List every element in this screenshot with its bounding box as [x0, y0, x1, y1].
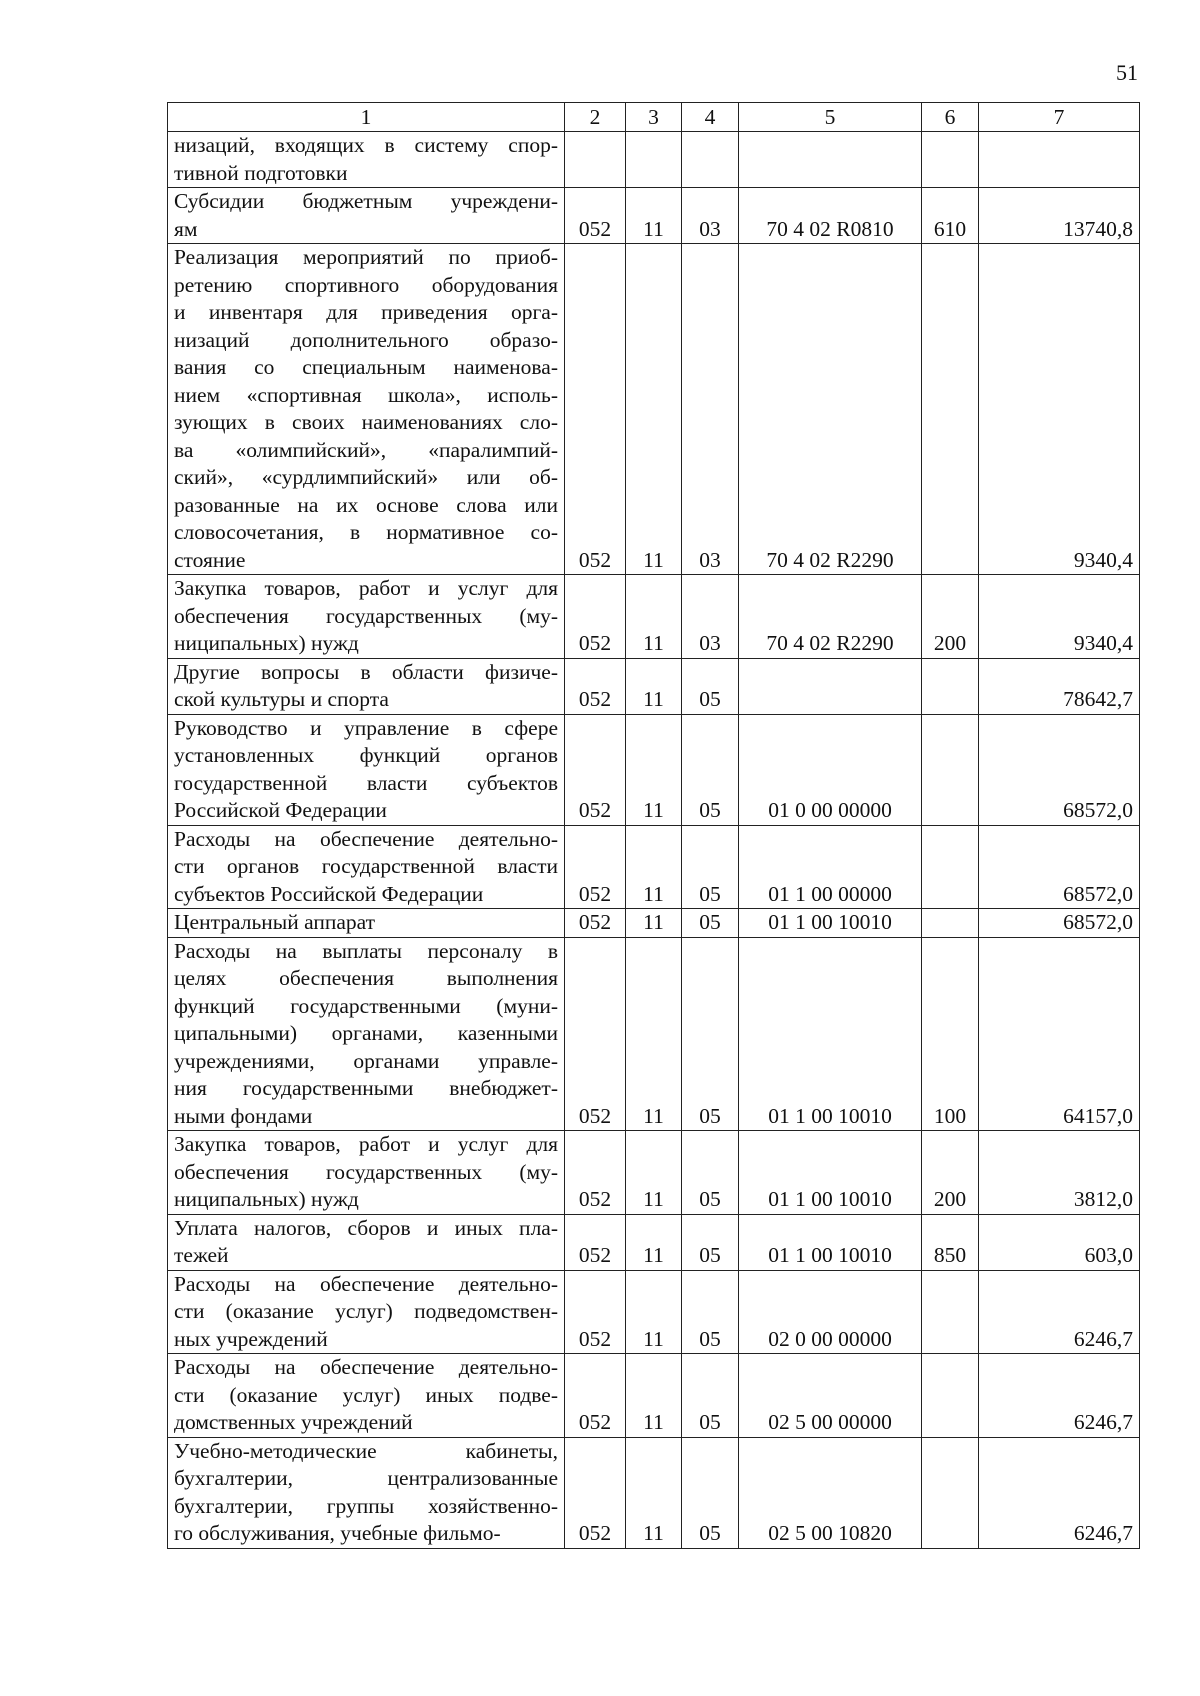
row-name [168, 909, 565, 938]
table-row [168, 1131, 1140, 1215]
target-article-code: 70 4 02 R2290 [739, 575, 922, 659]
row-name [168, 575, 565, 659]
row-name [168, 244, 565, 575]
header-cell: 6 [922, 103, 979, 132]
target-article-code: 70 4 02 R2290 [739, 244, 922, 575]
subsection-code: 03 [682, 575, 739, 659]
admin-code: 052 [565, 1131, 626, 1215]
row-name-line: государственной власти субъектов [174, 770, 558, 795]
table-row [168, 132, 1140, 188]
section-code: 11 [626, 1437, 682, 1548]
row-name-line: целях обеспечения выполнения [174, 966, 558, 990]
subsection-code: 05 [682, 714, 739, 825]
amount: 13740,8 [979, 188, 1140, 244]
row-name-line: бухгалтерии, группы хозяйственно- [174, 1493, 558, 1518]
row-name [168, 1354, 565, 1438]
row-name-line: вания со специальным наименова- [174, 355, 558, 379]
row-name-line: функций государственными (муни- [174, 993, 558, 1018]
row-name [168, 1437, 565, 1548]
row-name-line: ными фондами [174, 1103, 313, 1128]
expense-type-code: 850 [922, 1214, 979, 1270]
subsection-code: 05 [682, 909, 739, 938]
amount: 68572,0 [979, 909, 1140, 938]
row-name-line: обеспечения государственных (му- [174, 603, 558, 628]
row-name-line: зующих в своих наименованиях сло- [174, 410, 558, 434]
budget-table [167, 102, 1140, 1549]
row-name-line: разованные на их основе слова или [174, 492, 558, 517]
section-code: 11 [626, 937, 682, 1131]
row-name-line: Закупка товаров, работ и услуг для [174, 1132, 558, 1156]
row-name [168, 825, 565, 909]
target-article-code: 01 0 00 00000 [739, 714, 922, 825]
expense-type-code [922, 909, 979, 938]
row-name-line: установленных функций органов [174, 743, 558, 767]
table-row [168, 658, 1140, 714]
section-code [626, 132, 682, 188]
row-name-line: словосочетания, в нормативное со- [174, 520, 558, 544]
page-number: 51 [1116, 60, 1138, 85]
admin-code: 052 [565, 1270, 626, 1354]
row-name [168, 658, 565, 714]
admin-code: 052 [565, 714, 626, 825]
section-code: 11 [626, 575, 682, 659]
admin-code: 052 [565, 1437, 626, 1548]
row-name-line: субъектов Российской Федерации [174, 881, 484, 906]
row-name-line: ям [174, 216, 198, 241]
admin-code: 052 [565, 188, 626, 244]
row-name-line: низаций, входящих в систему спор- [174, 133, 558, 157]
row-name-line: нием «спортивная школа», исполь- [174, 382, 558, 407]
row-name [168, 1131, 565, 1215]
row-name-line: тивной подготовки [174, 160, 348, 185]
admin-code: 052 [565, 658, 626, 714]
header-cell: 1 [168, 103, 565, 132]
section-code: 11 [626, 1214, 682, 1270]
header-row [168, 103, 1140, 132]
row-name-line: учреждениями, органами управле- [174, 1048, 558, 1073]
row-name-line: Российской Федерации [174, 798, 387, 822]
row-name-line: сти органов государственной власти [174, 854, 558, 878]
row-name-line: ский», «сурдлимпийский» или об- [174, 465, 558, 489]
header-cell: 2 [565, 103, 626, 132]
row-name-line: Расходы на обеспечение деятельно- [174, 1355, 558, 1379]
row-name-line: Расходы на обеспечение деятельно- [174, 826, 558, 851]
section-code: 11 [626, 658, 682, 714]
row-name-line: ниципальных) нужд [174, 631, 359, 655]
expense-type-code [922, 132, 979, 188]
expense-type-code: 100 [922, 937, 979, 1131]
row-name-line: ретению спортивного оборудования [174, 272, 558, 297]
row-name-line: ципальными) органами, казенными [174, 1021, 558, 1045]
target-article-code: 01 1 00 10010 [739, 909, 922, 938]
target-article-code [739, 132, 922, 188]
amount [979, 132, 1140, 188]
section-code: 11 [626, 1270, 682, 1354]
subsection-code: 05 [682, 1437, 739, 1548]
subsection-code: 05 [682, 825, 739, 909]
expense-type-code: 200 [922, 1131, 979, 1215]
row-name-line: Реализация мероприятий по приоб- [174, 245, 558, 269]
row-name [168, 937, 565, 1131]
table-row [168, 825, 1140, 909]
expense-type-code [922, 1270, 979, 1354]
row-name-line: ния государственными внебюджет- [174, 1076, 558, 1100]
target-article-code: 01 1 00 10010 [739, 1131, 922, 1215]
row-name-line: тежей [174, 1243, 229, 1267]
table-row [168, 714, 1140, 825]
row-name-line: Руководство и управление в сфере [174, 715, 558, 740]
target-article-code: 02 5 00 10820 [739, 1437, 922, 1548]
subsection-code: 05 [682, 1214, 739, 1270]
row-name-line: сти (оказание услуг) подведомствен- [174, 1299, 558, 1323]
row-name-line: Учебно-методические кабинеты, [174, 1438, 558, 1463]
row-name-line: Другие вопросы в области физиче- [174, 659, 558, 684]
amount: 68572,0 [979, 825, 1140, 909]
section-code: 11 [626, 188, 682, 244]
row-name [168, 714, 565, 825]
expense-type-code: 200 [922, 575, 979, 659]
amount: 64157,0 [979, 937, 1140, 1131]
row-name-line: го обслуживания, учебные фильмо- [174, 1521, 501, 1545]
row-name-line: ской культуры и спорта [174, 687, 389, 711]
target-article-code [739, 658, 922, 714]
row-name-line: Расходы на обеспечение деятельно- [174, 1271, 558, 1296]
amount: 603,0 [979, 1214, 1140, 1270]
section-code: 11 [626, 244, 682, 575]
target-article-code: 02 5 00 00000 [739, 1354, 922, 1438]
expense-type-code [922, 244, 979, 575]
section-code: 11 [626, 825, 682, 909]
table-row [168, 1270, 1140, 1354]
row-name-line: ниципальных) нужд [174, 1187, 359, 1211]
expense-type-code [922, 1354, 979, 1438]
amount: 9340,4 [979, 244, 1140, 575]
amount: 6246,7 [979, 1354, 1140, 1438]
row-name-line: Уплата налогов, сборов и иных пла- [174, 1215, 558, 1240]
row-name-line: низаций дополнительного образо- [174, 327, 558, 352]
subsection-code: 05 [682, 1131, 739, 1215]
table-row [168, 575, 1140, 659]
expense-type-code [922, 1437, 979, 1548]
amount: 78642,7 [979, 658, 1140, 714]
expense-type-code: 610 [922, 188, 979, 244]
admin-code [565, 132, 626, 188]
admin-code: 052 [565, 244, 626, 575]
row-name-line: сти (оказание услуг) иных подве- [174, 1382, 558, 1407]
section-code: 11 [626, 909, 682, 938]
admin-code: 052 [565, 825, 626, 909]
target-article-code: 01 1 00 00000 [739, 825, 922, 909]
header-cell: 7 [979, 103, 1140, 132]
expense-type-code [922, 658, 979, 714]
target-article-code: 70 4 02 R0810 [739, 188, 922, 244]
subsection-code: 05 [682, 937, 739, 1131]
subsection-code: 05 [682, 658, 739, 714]
table-row [168, 937, 1140, 1131]
table-row [168, 909, 1140, 938]
row-name-line: ва «олимпийский», «паралимпий- [174, 437, 558, 462]
target-article-code: 01 1 00 10010 [739, 937, 922, 1131]
section-code: 11 [626, 714, 682, 825]
subsection-code: 05 [682, 1354, 739, 1438]
table-row [168, 1354, 1140, 1438]
header-cell: 4 [682, 103, 739, 132]
amount: 6246,7 [979, 1437, 1140, 1548]
subsection-code: 05 [682, 1270, 739, 1354]
row-name-line: ных учреждений [174, 1326, 328, 1351]
row-name [168, 132, 565, 188]
row-name-line: Расходы на выплаты персоналу в [174, 938, 558, 963]
row-name-line: обеспечения государственных (му- [174, 1159, 558, 1184]
table-row [168, 188, 1140, 244]
amount: 3812,0 [979, 1131, 1140, 1215]
row-name [168, 1214, 565, 1270]
expense-type-code [922, 714, 979, 825]
row-name-line: Закупка товаров, работ и услуг для [174, 576, 558, 600]
section-code: 11 [626, 1354, 682, 1438]
table-row [168, 1437, 1140, 1548]
admin-code: 052 [565, 937, 626, 1131]
subsection-code [682, 132, 739, 188]
amount: 6246,7 [979, 1270, 1140, 1354]
row-name-line: бухгалтерии, централизованные [174, 1466, 558, 1490]
expense-type-code [922, 825, 979, 909]
table-row [168, 244, 1140, 575]
header-cell: 3 [626, 103, 682, 132]
section-code: 11 [626, 1131, 682, 1215]
admin-code: 052 [565, 1214, 626, 1270]
row-name-line: Субсидии бюджетным учреждени- [174, 189, 558, 213]
header-cell: 5 [739, 103, 922, 132]
amount: 68572,0 [979, 714, 1140, 825]
admin-code: 052 [565, 909, 626, 938]
subsection-code: 03 [682, 244, 739, 575]
row-name-line: домственных учреждений [174, 1410, 413, 1434]
target-article-code: 02 0 00 00000 [739, 1270, 922, 1354]
admin-code: 052 [565, 1354, 626, 1438]
row-name-line: Центральный аппарат [174, 910, 376, 934]
row-name [168, 1270, 565, 1354]
amount: 9340,4 [979, 575, 1140, 659]
subsection-code: 03 [682, 188, 739, 244]
table-row [168, 1214, 1140, 1270]
row-name [168, 188, 565, 244]
row-name-line: стояние [174, 547, 246, 572]
admin-code: 052 [565, 575, 626, 659]
row-name-line: и инвентаря для приведения орга- [174, 300, 558, 324]
target-article-code: 01 1 00 10010 [739, 1214, 922, 1270]
